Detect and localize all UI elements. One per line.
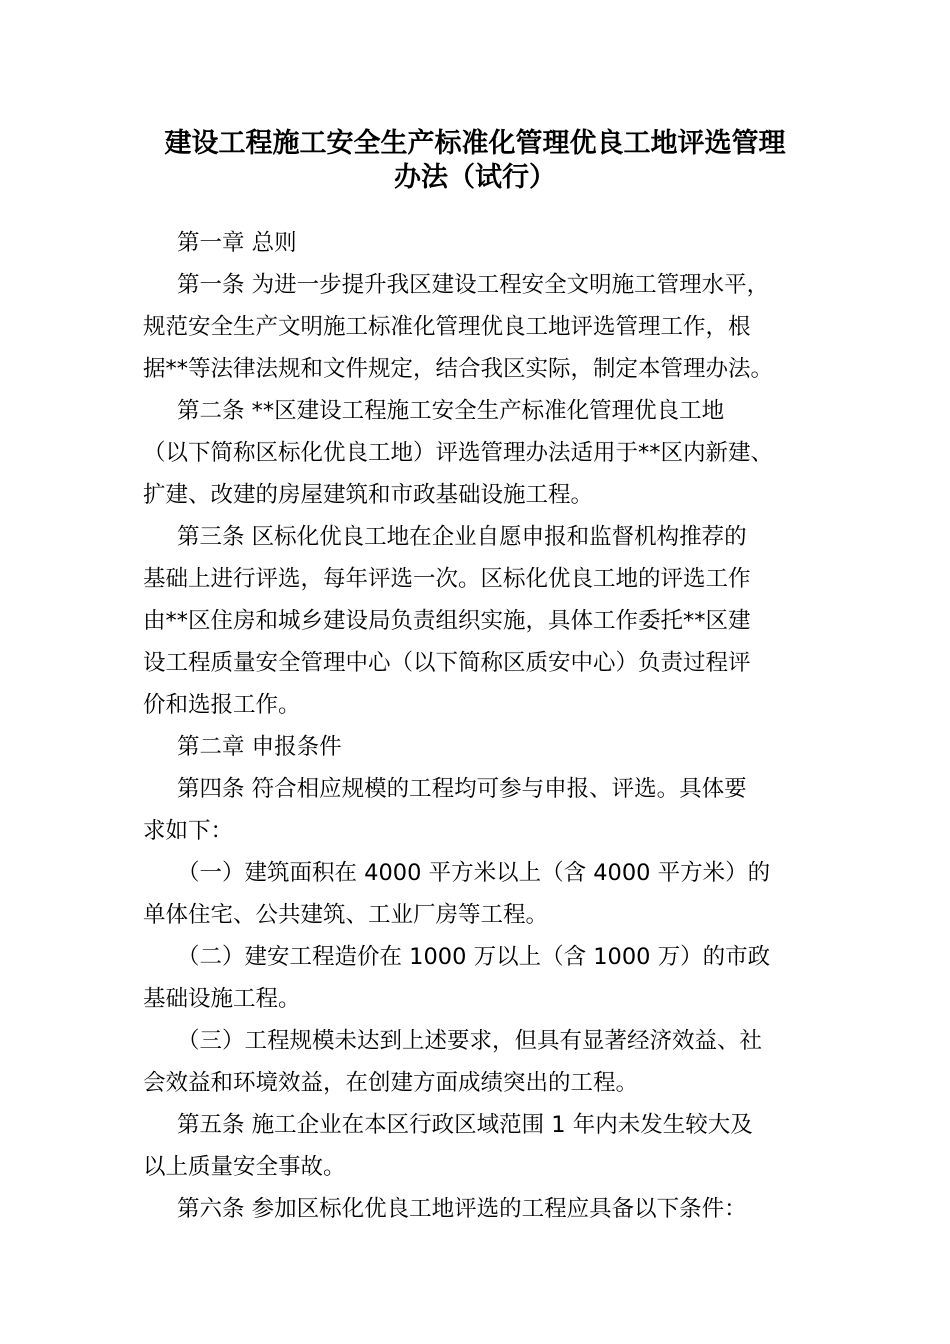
paragraph-line: 基础设施工程。 [143,986,301,1012]
paragraph-line: 第三条 区标化优良工地在企业自愿申报和监督机构推荐的 [177,524,747,550]
paragraph-line: 由**区住房和城乡建设局负责组织实施，具体工作委托**区建 [143,608,751,634]
paragraph-line: 基础上进行评选，每年评选一次。区标化优良工地的评选工作 [143,566,751,592]
paragraph-line: 第六条 参加区标化优良工地评选的工程应具备以下条件： [177,1196,747,1222]
paragraph-line: 设工程质量安全管理中心（以下简称区质安中心）负责过程评 [143,650,751,676]
paragraph-line: 扩建、改建的房屋建筑和市政基础设施工程。 [143,482,594,508]
chapter-heading: 第二章 申报条件 [177,734,342,760]
paragraph-line: 第四条 符合相应规模的工程均可参与申报、评选。具体要 [177,776,747,802]
paragraph-line: （二）建安工程造价在 1000 万以上（含 1000 万）的市政 [177,944,771,970]
document-title-line-2: 办法（试行） [394,162,556,193]
paragraph-line: （三）工程规模未达到上述要求，但具有显著经济效益、社 [177,1028,763,1054]
paragraph-line: 据**等法律法规和文件规定，结合我区实际，制定本管理办法。 [143,356,774,382]
paragraph-line: 规范安全生产文明施工标准化管理优良工地评选管理工作，根 [143,314,751,340]
paragraph-line: 第五条 施工企业在本区行政区域范围 1 年内未发生较大及 [177,1112,753,1138]
paragraph-line: 价和选报工作。 [143,692,301,718]
paragraph-line: 单体住宅、公共建筑、工业厂房等工程。 [143,902,549,928]
paragraph-line: 第一条 为进一步提升我区建设工程安全文明施工管理水平， [177,272,770,298]
paragraph-line: 求如下： [143,818,234,844]
paragraph-line: 会效益和环境效益，在创建方面成绩突出的工程。 [143,1070,639,1096]
paragraph-line: 以上质量安全事故。 [143,1154,346,1180]
paragraph-line: 第二条 **区建设工程施工安全生产标准化管理优良工地 [177,398,725,424]
chapter-heading: 第一章 总则 [177,230,297,256]
document-title-line-1: 建设工程施工安全生产标准化管理优良工地评选管理 [164,128,786,159]
paragraph-line: （以下简称区标化优良工地）评选管理办法适用于**区内新建、 [143,440,774,466]
paragraph-line: （一）建筑面积在 4000 平方米以上（含 4000 平方米）的 [177,860,771,886]
